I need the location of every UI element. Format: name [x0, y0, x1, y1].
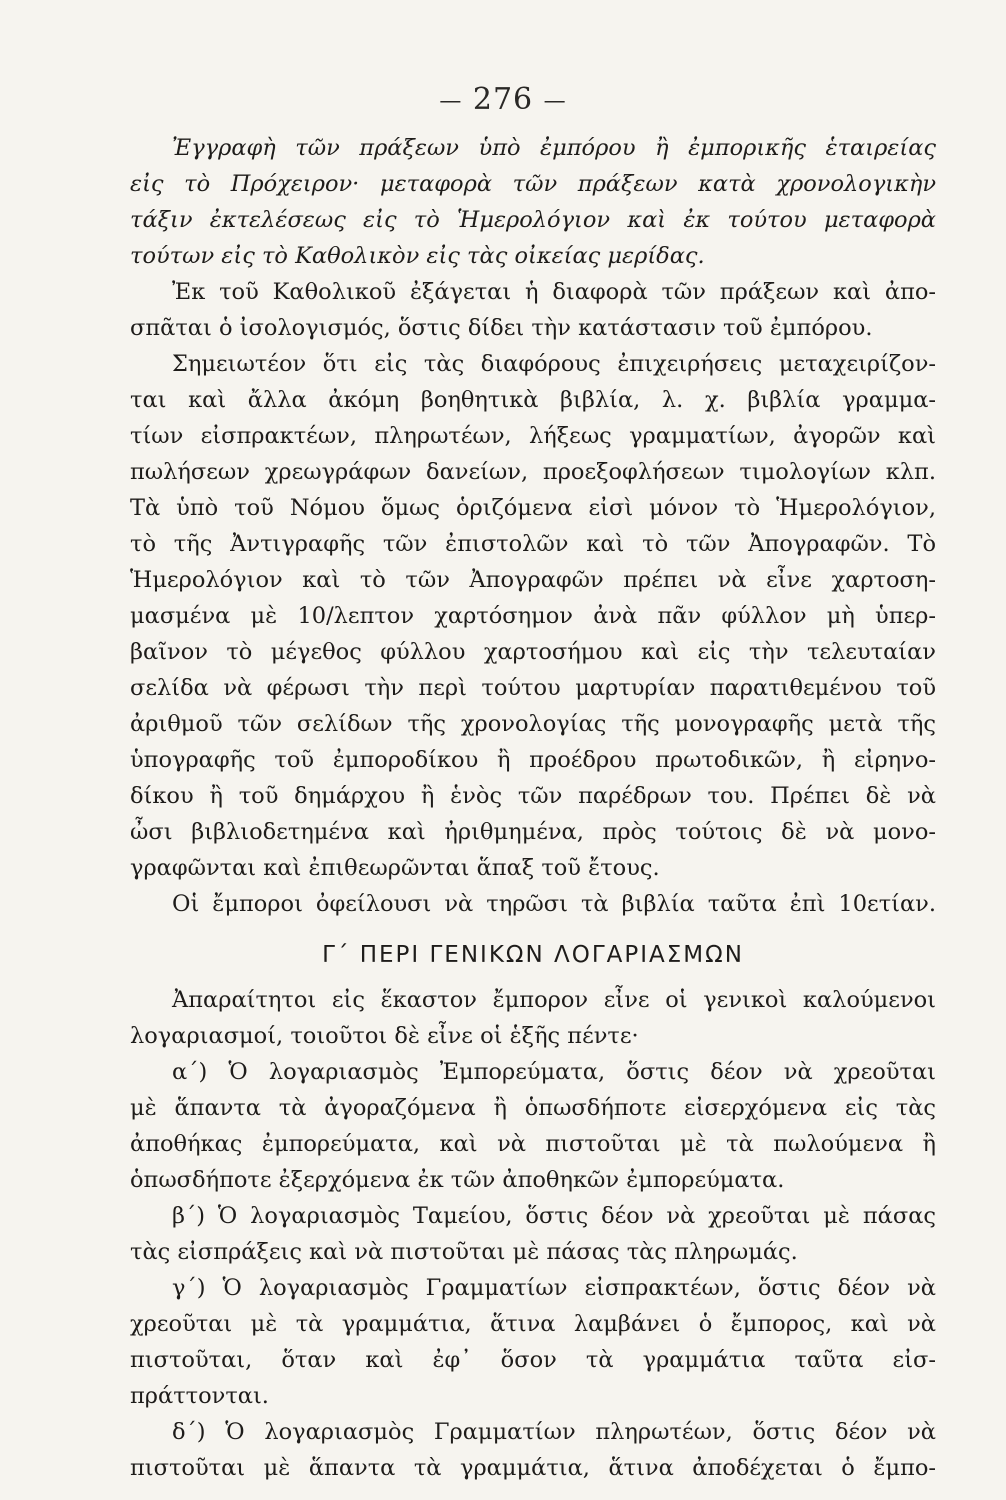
- paragraph-alpha: [130, 1054, 936, 1198]
- paragraph-katholikon: [130, 274, 936, 346]
- paragraph-delta: [130, 1414, 936, 1486]
- paragraph-gamma: [130, 1270, 936, 1414]
- text-line: μασμένα μὲ 10/λεπτον χαρτόσημον ἀνὰ πᾶν φύλλον μὴ ὑπερ-: [130, 603, 936, 629]
- text-line: ὦσι βιβλιοδετημένα καὶ ἠριθμημένα, πρὸς τούτοις δὲ νὰ μονο-: [130, 819, 936, 845]
- text-line: α΄) Ὁ λογαριασμὸς Ἐμπορεύματα, ὅστις δέον νὰ χρεοῦται: [172, 1059, 936, 1085]
- page-number-dash-left: —: [439, 88, 463, 114]
- text-line: Σημειωτέον ὅτι εἰς τὰς διαφόρους ἐπιχειρήσεις μεταχειρίζον-: [172, 351, 936, 377]
- text-line: Ἐκ τοῦ Καθολικοῦ ἐξάγεται ἡ διαφορὰ τῶν πράξεων καὶ ἀπο-: [172, 279, 936, 305]
- text-line: Ἀπαραίτητοι εἰς ἕκαστον ἔμπορον εἶνε οἱ γενικοὶ καλούμενοι: [172, 987, 936, 1013]
- text-line: βαῖνον τὸ μέγεθος φύλλου χαρτοσήμου καὶ εἰς τὴν τελευταίαν: [130, 639, 936, 665]
- text-line: εἰς τὸ Πρόχειρον· μεταφορὰ τῶν πράξεων κατὰ χρονολογικὴν: [130, 171, 936, 197]
- page-number-dash-right: —: [543, 88, 567, 114]
- text-line: δίκου ἢ τοῦ δημάρχου ἢ ἑνὸς τῶν παρέδρων του. Πρέπει δὲ νὰ: [130, 783, 936, 809]
- text-line: τὸ τῆς Ἀντιγραφῆς τῶν ἐπιστολῶν καὶ τὸ τῶν Ἀπογραφῶν. Τὸ: [130, 531, 936, 557]
- paragraph-emporoi: [130, 886, 936, 922]
- text-line: ἀριθμοῦ τῶν σελίδων τῆς χρονολογίας τῆς μονογραφῆς μετὰ τῆς: [130, 711, 936, 737]
- text-line: Ἡμερολόγιον καὶ τὸ τῶν Ἀπογραφῶν πρέπει νὰ εἶνε χαρτοση-: [130, 567, 936, 593]
- text-line: λογαριασμοί, τοιοῦτοι δὲ εἶνε οἱ ἑξῆς πέντε·: [130, 1023, 639, 1049]
- text-line: Τὰ ὑπὸ τοῦ Νόμου ὅμως ὁριζόμενα εἰσὶ μόνον τὸ Ἡμερολόγιον,: [130, 495, 936, 521]
- text-line: Ἐγγραφὴ τῶν πράξεων ὑπὸ ἐμπόρου ἢ ἐμπορικῆς ἑταιρείας: [172, 135, 936, 161]
- paragraph-aparaititoi: [130, 982, 936, 1054]
- paragraph-simeioteon: [130, 346, 936, 886]
- text-line: σελίδα νὰ φέρωσι τὴν περὶ τούτου μαρτυρίαν παρατιθεμένου τοῦ: [130, 675, 936, 701]
- paragraph-beta: [130, 1198, 936, 1270]
- text-line: Οἱ ἔμποροι ὀφείλουσι νὰ τηρῶσι τὰ βιβλία ταῦτα ἐπὶ 10ετίαν.: [172, 891, 936, 917]
- text-line: τάξιν ἐκτελέσεως εἰς τὸ Ἡμερολόγιον καὶ ἐκ τούτου μεταφορὰ: [130, 207, 936, 233]
- text-line: πράττονται.: [130, 1383, 269, 1409]
- text-line: πωλήσεων χρεωγράφων δανείων, προεξοφλήσεων τιμολογίων κλπ.: [130, 459, 936, 485]
- text-line: γ΄) Ὁ λογαριασμὸς Γραμματίων εἰσπρακτέων, ὅστις δέον νὰ: [172, 1275, 936, 1301]
- text-line: πιστοῦται, ὅταν καὶ ἐφ᾽ ὅσον τὰ γραμμάτια ταῦτα εἰσ-: [130, 1347, 936, 1373]
- page-number-value: 276: [472, 82, 534, 117]
- page-body: [130, 130, 936, 1486]
- text-line: τὰς εἰσπράξεις καὶ νὰ πιστοῦται μὲ πάσας τὰς πληρωμάς.: [130, 1239, 798, 1265]
- text-line: ὁπωσδήποτε ἐξερχόμενα ἐκ τῶν ἀποθηκῶν ἐμπορεύματα.: [130, 1167, 785, 1193]
- text-line: μὲ ἅπαντα τὰ ἀγοραζόμενα ἢ ὁπωσδήποτε εἰσερχόμενα εἰς τὰς: [130, 1095, 936, 1121]
- text-line: πιστοῦται μὲ ἅπαντα τὰ γραμμάτια, ἅτινα ἀποδέχεται ὁ ἔμπο-: [130, 1455, 936, 1481]
- text-line: τίων εἰσπρακτέων, πληρωτέων, λήξεως γραμματίων, ἀγορῶν καὶ: [130, 423, 936, 449]
- text-line: β΄) Ὁ λογαριασμὸς Ταμείου, ὅστις δέον νὰ χρεοῦται μὲ πάσας: [172, 1203, 936, 1229]
- page-number: [0, 82, 1006, 117]
- text-line: σπᾶται ὁ ἰσολογισμός, ὅστις δίδει τὴν κατάστασιν τοῦ ἐμπόρου.: [130, 315, 873, 341]
- paragraph-intro: [130, 130, 936, 274]
- text-line: ἀποθήκας ἐμπορεύματα, καὶ νὰ πιστοῦται μὲ τὰ πωλούμενα ἢ: [130, 1131, 936, 1157]
- text-line: χρεοῦται μὲ τὰ γραμμάτια, ἅτινα λαμβάνει ὁ ἔμπορος, καὶ νὰ: [130, 1311, 936, 1337]
- text-line: γραφῶνται καὶ ἐπιθεωρῶνται ἅπαξ τοῦ ἔτους.: [130, 855, 660, 881]
- text-line: δ΄) Ὁ λογαριασμὸς Γραμματίων πληρωτέων, ὅστις δέον νὰ: [172, 1419, 936, 1445]
- section-heading: Γ΄ ΠΕΡΙ ΓΕΝΙΚΩΝ ΛΟΓΑΡΙΑΣΜΩΝ: [322, 942, 744, 968]
- text-line: ται καὶ ἄλλα ἀκόμη βοηθητικὰ βιβλία, λ. χ. βιβλία γραμμα-: [130, 387, 936, 413]
- text-line: τούτων εἰς τὸ Καθολικὸν εἰς τὰς οἰκείας μερίδας.: [130, 243, 705, 269]
- text-line: ὑπογραφῆς τοῦ ἐμποροδίκου ἢ προέδρου πρωτοδικῶν, ἢ εἰρηνο-: [130, 747, 936, 773]
